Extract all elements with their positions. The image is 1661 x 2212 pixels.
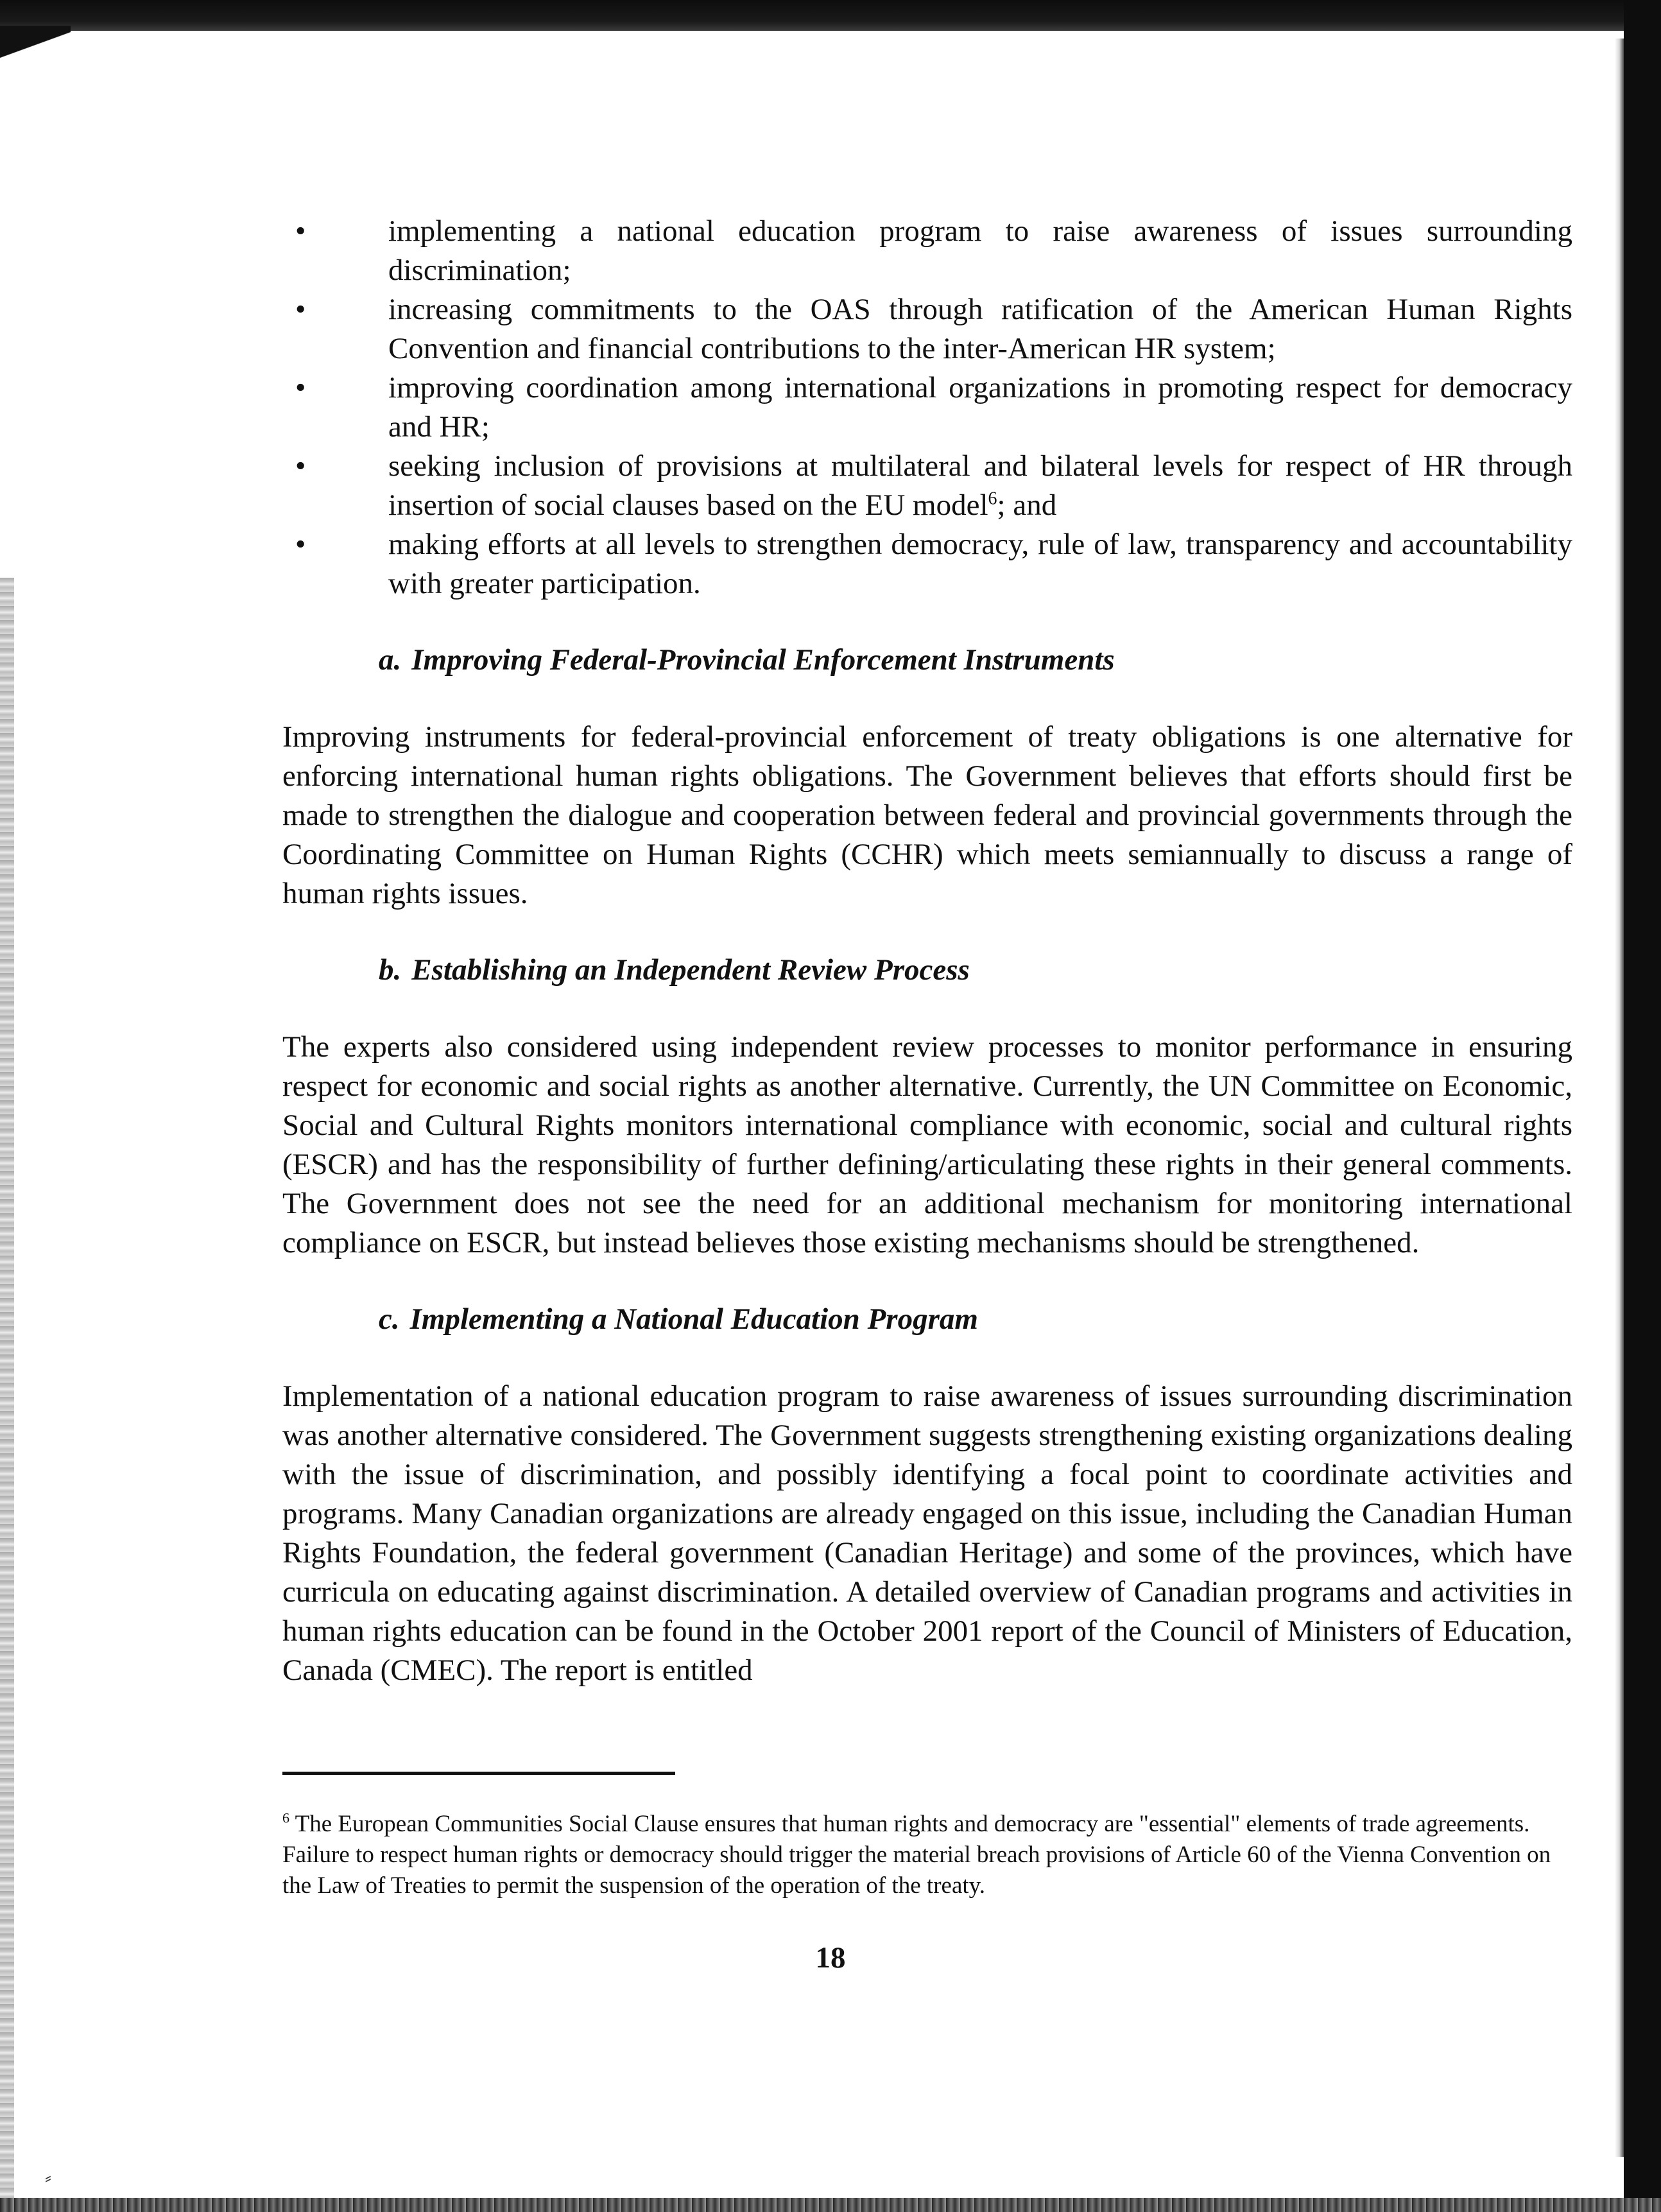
section-paragraph-a: Improving instruments for federal-provincial enforcement of treaty obligations is one alternative for enforcing international human rights obligations. The Government believes that efforts should first be made to strengthen the dialogue and cooperation between federal and provincial governments through the Coordinating Committee on Human Rights (CCHR) which meets semiannually to discuss a range of human rights issues. <box>282 720 1572 910</box>
bullet-icon: • <box>295 449 306 483</box>
bullet-item <box>282 212 1572 290</box>
bullet-text-tail: ; and <box>997 488 1057 522</box>
section-paragraph-b: The experts also considered using independent review processes to monitor performance in ensuring respect for economic and social rights as another alternative. Currently, the UN Committee on Economic, Social and Cultural Rights monitors international compliance with economic, social and cultural rights (ESCR) and has the responsibility of further defining/articulating these rights in their general comments. The Government does not see the need for an additional mechanism for monitoring international compliance on ESCR, but instead believes those existing mechanisms should be strengthened. <box>282 1030 1572 1259</box>
section-paragraph-c: Implementation of a national education program to raise awareness of issues surrounding discrimination was another alternative considered. The Government suggests strengthening existing organizations dealing with the issue of discrimination, and possibly identifying a focal point to coordinate activities and programs. Many Canadian organizations are already engaged on this issue, including the Canadian Human Rights Foundation, the federal government (Canadian Heritage) and some of the provinces, which have curricula on educating against discrimination. A detailed overview of Canadian programs and activities in human rights education can be found in the October 2001 report of the Council of Ministers of Education, Canada (CMEC). The report is entitled <box>282 1379 1572 1687</box>
scan-border-right <box>1624 0 1661 2212</box>
bullet-icon: • <box>295 528 306 561</box>
bullet-text: improving coordination among international organizations in promoting respect for democracy and HR; <box>388 371 1572 444</box>
section-heading-c <box>282 1300 1572 1338</box>
scan-border-top <box>0 0 1661 31</box>
section-heading-b <box>282 951 1572 989</box>
footnote-reference: 6 <box>988 488 997 509</box>
bullet-item <box>282 447 1572 525</box>
scan-artifact: ⸗ <box>45 2167 51 2188</box>
section-letter: c. <box>379 1302 400 1336</box>
bullet-icon: • <box>295 293 306 326</box>
section-letter: b. <box>379 953 402 987</box>
page-body <box>282 212 1572 1690</box>
scan-page-edge-right <box>1615 39 1624 2157</box>
section-title: Implementing a National Education Program <box>409 1302 978 1336</box>
page-number: 18 <box>815 1941 846 1974</box>
bullet-item <box>282 290 1572 368</box>
section-heading-a <box>282 641 1572 679</box>
footnote-text: The European Communities Social Clause ensures that human rights and democracy are "essential" elements of trade agreements. Failure to respect human rights or democracy should trigger the material breach provisions of Article 60 of the Vienna Convention on the Law of Treaties to permit the suspension of the operation of the treaty. <box>282 1811 1551 1899</box>
section-title: Establishing an Independent Review Process <box>411 953 970 987</box>
section-letter: a. <box>379 643 402 677</box>
bullet-text: increasing commitments to the OAS through ratification of the American Human Rights Convention and financial contributions to the inter-American HR system; <box>388 293 1572 365</box>
bullet-text: seeking inclusion of provisions at multilateral and bilateral levels for respect of HR through insertion of social clauses based on the EU model <box>388 449 1572 522</box>
scan-border-bottom <box>0 2198 1661 2212</box>
bullet-icon: • <box>295 214 306 248</box>
bullet-text: making efforts at all levels to strengthen democracy, rule of law, transparency and accountability with greater participation. <box>388 528 1572 600</box>
bullet-item <box>282 368 1572 447</box>
footnote-marker: 6 <box>282 1810 289 1826</box>
bullet-item <box>282 525 1572 603</box>
footnote <box>282 1809 1572 1901</box>
footnote-separator <box>282 1772 675 1775</box>
bullet-text: implementing a national education program to raise awareness of issues surrounding discrimination; <box>388 214 1572 287</box>
section-title: Improving Federal-Provincial Enforcement Instruments <box>411 643 1115 677</box>
bullet-list <box>282 212 1572 603</box>
bullet-icon: • <box>295 371 306 404</box>
scan-corner-shadow <box>0 26 71 71</box>
